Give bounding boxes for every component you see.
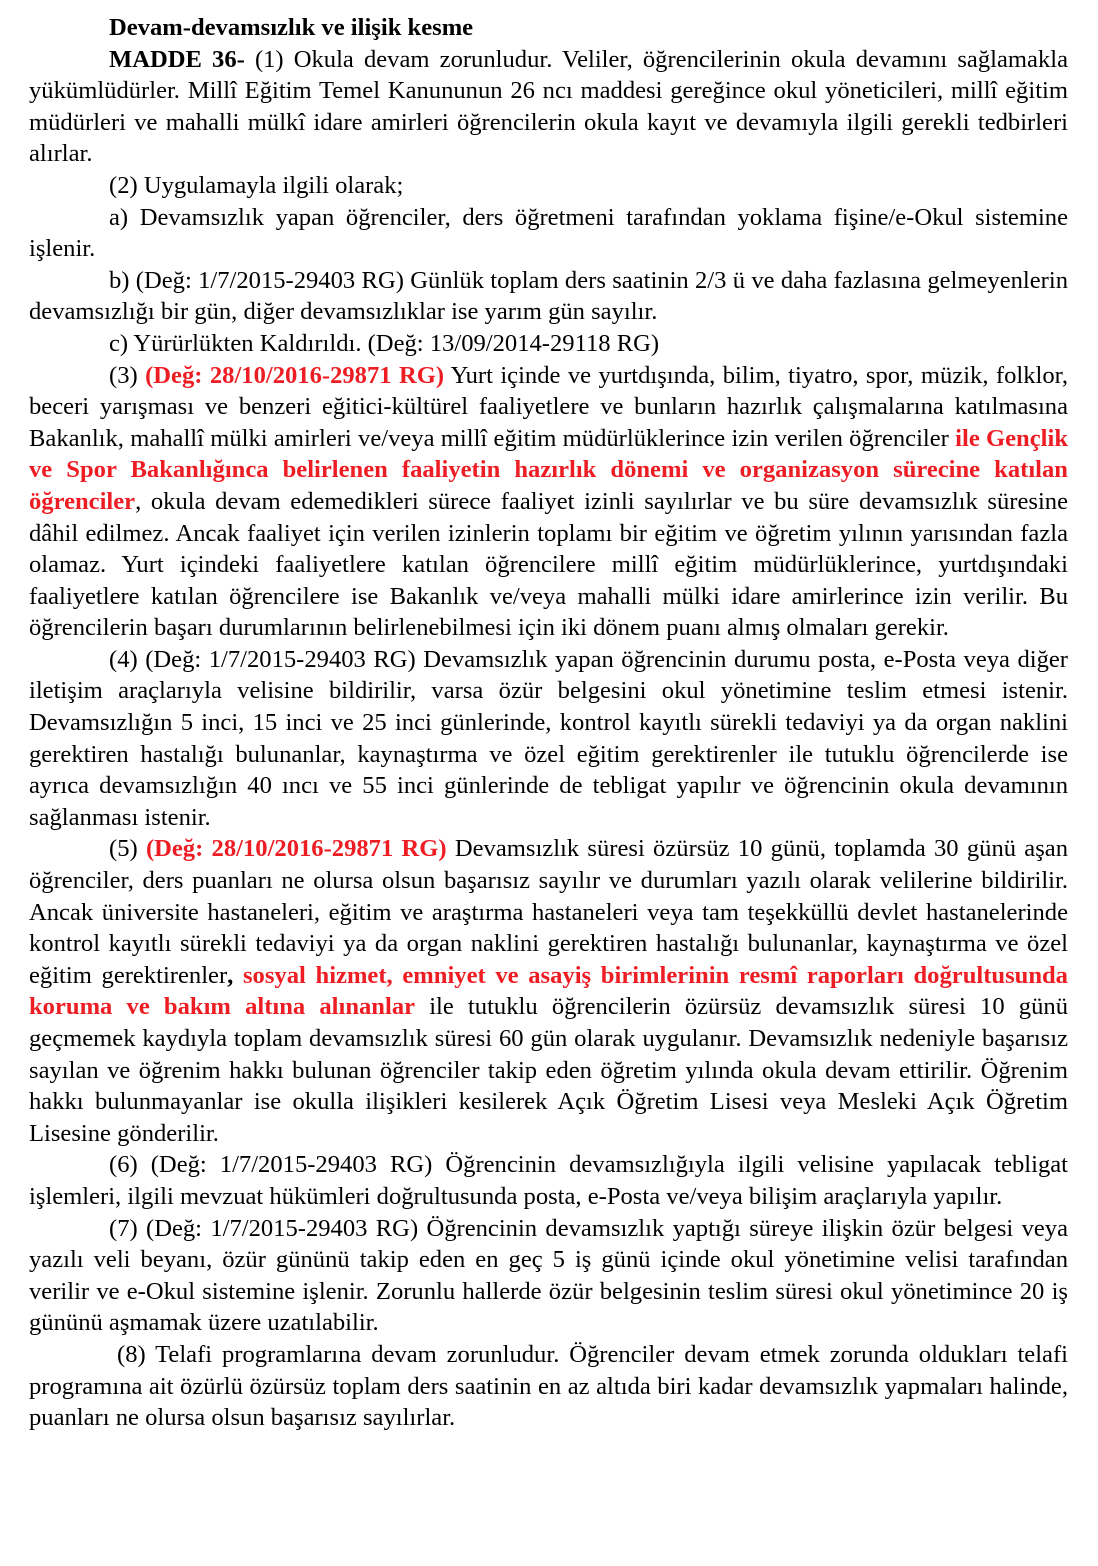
paragraph-2b: b) (Değ: 1/7/2015-29403 RG) Günlük toplam ders saatinin 2/3 ü ve daha fazlasına gelmeyenlerin devamsızlığı bir gün, diğer devamsızlıklar ise yarım gün sayılır. (29, 266, 1068, 326)
paragraph-3 (29, 360, 1068, 644)
document-page (29, 12, 1068, 1434)
paragraph-7: (7) (Değ: 1/7/2015-29403 RG) Öğrencinin devamsızlık yaptığı süreye ilişkin özür belgesi veya yazılı veli beyanı, özür gününü takip eden en geç 5 iş günü içinde okul yönetimine velisi tarafından verilir ve e-Okul sistemine işlenir. Zorunlu hallerde özür belgesinin teslim süresi okul yönetimince 20 iş gününü aşmamak üzere uzatılabilir. (29, 1214, 1068, 1337)
paragraph-5-highlight: sosyal hizmet, emniyet ve asayiş birimlerinin resmî raporları doğrultusunda koruma ve bakım altına alınanlar (29, 961, 1068, 1021)
paragraph-3-text-1: Yurt içinde ve yurtdışında, bilim, tiyatro, spor, müzik, folklor, beceri yarışması ve benzeri eğitici-kültürel faaliyetlere ve bunların hazırlık çalışmalarına katılmasına Bakanlık, mahallî mülki amirleri ve/veya millî eğitim müdürlüklerince izin verilen öğrenciler (29, 361, 1068, 452)
paragraph-2: (2) Uygulamayla ilgili olarak; (109, 171, 404, 199)
paragraph-3-number: (3) (109, 361, 146, 389)
paragraph-2c: c) Yürürlükten Kaldırıldı. (Değ: 13/09/2014-29118 RG) (109, 329, 660, 357)
paragraph-3-text-2: , okula devam edemedikleri sürece faaliyet izinli sayılırlar ve bu süre devamsızlık süresine dâhil edilmez. Ancak faaliyet için verilen izinlerin toplamı bir eğitim ve öğretim yılının yarısından fazla olamaz. Yurt içindeki faaliyetlere katılan öğrencilere millî eğitim müdürlüklerince, yurtdışındaki faaliyetlere katılan öğrencilere ise Bakanlık ve/veya mahalli mülki idare amirlerince izin verilir. Bu öğrencilerin başarı durumlarının belirlenebilmesi için iki dönem puanı almış olmaları gerekir. (29, 487, 1068, 642)
paragraph-4: (4) (Değ: 1/7/2015-29403 RG) Devamsızlık yapan öğrencinin durumu posta, e-Posta veya diğer iletişim araçlarıyla velisine bildirilir, varsa özür belgesini okul yönetimine teslim etmesi istenir. Devamsızlığın 5 inci, 15 inci ve 25 inci günlerinde, kontrol kayıtlı sürekli tedaviyi ya da organ naklini gerektiren hastalığı bulunanlar, kaynaştırma ve özel eğitim gerektirenler ile tutuklu öğrencilerde ise ayrıca devamsızlığın 40 ıncı ve 55 inci günlerinde de tebligat yapılır ve öğrencinin okula devamının sağlanması istenir. (29, 645, 1068, 831)
paragraph-1-text: (1) Okula devam zorunludur. Veliler, öğrencilerinin okula devamını sağlamakla yükümlüdürler. Millî Eğitim Temel Kanununun 26 ncı maddesi gereğince okul yöneticileri, millî eğitim müdürleri ve mahalli mülkî idare amirleri öğrencilerin okula kayıt ve devamıyla ilgili gerekli tedbirleri alırlar. (29, 45, 1068, 168)
paragraph-3-highlight: ile Gençlik ve Spor Bakanlığınca belirlenen faaliyetin hazırlık dönemi ve organizasyon sürecine katılan öğrenciler (29, 424, 1068, 515)
paragraph-5-text-2: ile tutuklu öğrencilerin özürsüz devamsızlık süresi 10 günü geçmemek kaydıyla toplam devamsızlık süresi 60 gün olarak uygulanır. Devamsızlık nedeniyle başarısız sayılan ve öğrenim hakkı bulunan öğrenciler takip eden öğretim yılında okula devam ettirilir. Öğrenim hakkı bulunmayanlar ise okulla ilişikleri kesilerek Açık Öğretim Lisesi veya Mesleki Açık Öğretim Lisesine gönderilir. (29, 993, 1068, 1147)
paragraph-3-amendment: (Değ: 28/10/2016-29871 RG) (145, 361, 445, 389)
paragraph-5 (29, 833, 1068, 1149)
paragraph-1 (29, 44, 1068, 170)
paragraph-6: (6) (Değ: 1/7/2015-29403 RG) Öğrencinin devamsızlığıyla ilgili velisine yapılacak tebligat işlemleri, ilgili mevzuat hükümleri doğrultusunda posta, e-Posta ve/veya bilişim araçlarıyla yapılır. (29, 1151, 1068, 1210)
section-title: Devam-devamsızlık ve ilişik kesme (109, 14, 474, 41)
paragraph-2a: a) Devamsızlık yapan öğrenciler, ders öğretmeni tarafından yoklama fişine/e-Okul sistemine işlenir. (29, 203, 1068, 263)
paragraph-5-text-1: Devamsızlık süresi özürsüz 10 günü, toplamda 30 günü aşan öğrenciler, ders puanları ne olursa olsun başarısız sayılır ve durumları yazılı olarak velilerine bildirilir. Ancak üniversite hastaneleri, eğitim ve araştırma hastaneleri veya tam teşekküllü devlet hastanelerinde kontrol kayıtlı sürekli tedaviyi ya da organ naklini gerektiren hastalığı bulunanlar, kaynaştırma ve özel eğitim gerektirenler (29, 835, 1068, 989)
paragraph-5-amendment: (Değ: 28/10/2016-29871 RG) (145, 835, 447, 863)
paragraph-5-comma: , (227, 961, 234, 989)
article-label: MADDE 36- (109, 45, 245, 73)
paragraph-5-number: (5) (109, 835, 146, 863)
paragraph-8: (8) Telafi programlarına devam zorunludur. Öğrenciler devam etmek zorunda oldukları telafi programına ait özürlü özürsüz toplam ders saatinin en az altıda biri kadar devamsızlık yapmaları halinde, puanları ne olursa olsun başarısız sayılırlar. (29, 1340, 1068, 1432)
